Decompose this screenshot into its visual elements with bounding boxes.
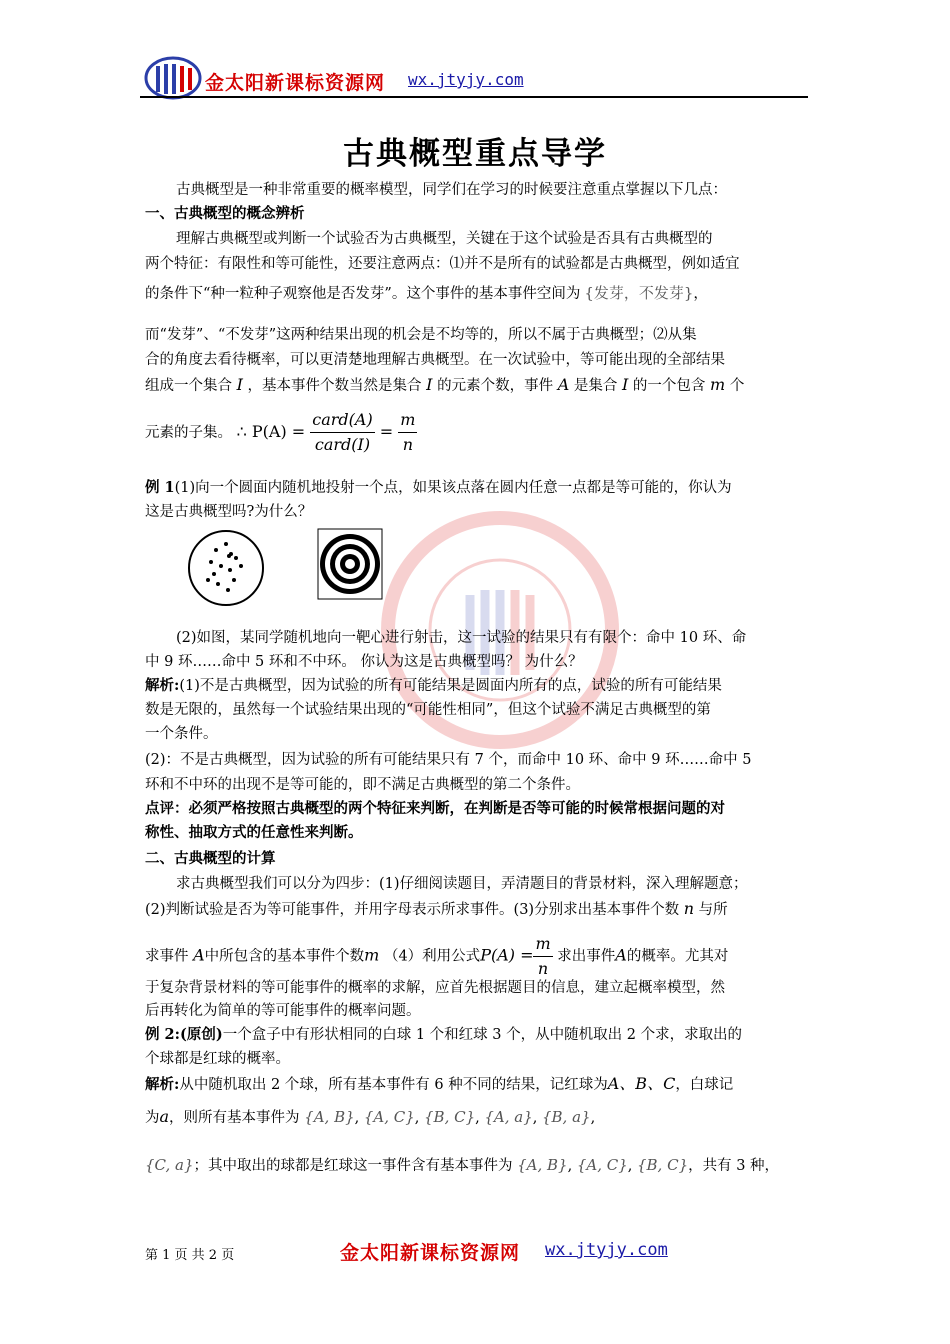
target-figure: [317, 528, 383, 600]
paragraph-line: 于复杂背景材料的等可能事件的概率的求解，应首先根据题目的信息，建立起概率模型，然: [145, 980, 725, 996]
footer-brand: 金太阳新课标资源网: [340, 1242, 521, 1264]
review-line: 称性、抽取方式的任意性来判断。: [145, 824, 363, 841]
page-number: 第 1 页 共 2 页: [145, 1248, 235, 1263]
page-title: 古典概型重点导学: [343, 136, 607, 172]
paragraph-line: 理解古典概型或判断一个试验否为古典概型，关键在于这个试验是否具有古典概型的: [176, 231, 713, 247]
example-1: 例 1(1)向一个圆面内随机地投射一个点，如果该点落在圆内任意一点都是等可能的，你认为: [145, 479, 732, 496]
paragraph-line: 个球都是红球的概率。: [145, 1051, 290, 1067]
paragraph-line: (2)如图，某同学随机地向一靶心进行射击，这一试验的结果只有有限个：命中 10 环、命: [176, 630, 747, 646]
answer-2: 解析:从中随机取出 2 个球，所有基本事件有 6 种不同的结果，记红球为A、B、C，白球记: [145, 1074, 734, 1093]
paragraph-line: {C, a}；其中取出的球都是红球这一事件含有基本事件为 {A, B}, {A, C}, {B, C}，共有 3 种，: [145, 1156, 780, 1174]
paragraph-line: 两个特征：有限性和等可能性，还要注意两点：⑴并不是所有的试验都是古典概型，例如适宜: [145, 256, 740, 272]
header-divider: [140, 96, 808, 98]
sample-space-set: {发芽，不发芽}: [584, 284, 694, 302]
paragraph-line: 一个条件。: [145, 726, 218, 742]
answer-1: 解析:(1)不是古典概型，因为试验的所有可能结果是圆面内所有的点，试验的所有可能结果: [145, 677, 722, 694]
paragraph-line: 求事件 A中所包含的基本事件个数m （4）利用公式P(A) = $\frac{m}{n}$ 求出事件A的概率。尤其对: [145, 934, 729, 978]
random-points-circle-figure: [186, 528, 266, 608]
intro-line: 古典概型是一种非常重要的概率模型，同学们在学习的时候要注意重点掌握以下几点：: [176, 182, 727, 198]
paragraph-line: 求古典概型我们可以分为四步：(1)仔细阅读题目，弄清题目的背景材料，深入理解题意；: [176, 876, 748, 892]
paragraph-line: (2)：不是古典概型，因为试验的所有可能结果只有 7 个，而命中 10 环、命中 9 环……命中 5: [145, 752, 752, 768]
paragraph-line: 后再转化为简单的等可能事件的概率问题。: [145, 1003, 421, 1019]
paragraph-line: 合的角度去看待概率，可以更清楚地理解古典概型。在一次试验中，等可能出现的全部结果: [145, 352, 725, 368]
section-heading-1: 一、古典概型的概念辨析: [145, 205, 305, 222]
paragraph-line: 为a，则所有基本事件为 {A, B}, {A, C}, {B, C}, {A, a}, {B, a},: [145, 1107, 596, 1126]
paragraph-line: 环和不中环的出现不是等可能的，即不满足古典概型的第二个条件。: [145, 777, 580, 793]
paragraph-line: 的条件下“种一粒种子观察他是否发芽”。这个事件的基本事件空间为 {发芽，不发芽}，: [145, 284, 708, 302]
section-heading-2: 二、古典概型的计算: [145, 850, 276, 867]
formula: ∴ P(A) = $\frac{\text{card(A)}}{\text{card(I)}}$ = $\frac{m}{n}$: [236, 410, 416, 454]
paragraph-line: 组成一个集合 I ，基本事件个数当然是集合 I 的元素个数，事件 A 是集合 I 的一个包含 m 个: [145, 375, 745, 394]
paragraph-line: 这是古典概型吗?为什么？: [145, 504, 313, 520]
logo-icon: [144, 56, 202, 100]
paragraph-line: 而“发芽”、“不发芽”这两种结果出现的机会是不均等的，所以不属于古典概型；⑵从集: [145, 327, 697, 343]
paragraph-line: (2)判断试验是否为等可能事件，并用字母表示所求事件。(3)分别求出基本事件个数 n 与所: [145, 899, 728, 918]
example-2: 例 2:(原创)一个盒子中有形状相同的白球 1 个和红球 3 个，从中随机取出 2 个求，求取出的: [145, 1026, 743, 1043]
footer-site-link[interactable]: wx.jtyjy.com: [545, 1240, 668, 1260]
header-site-link[interactable]: wx.jtyjy.com: [408, 70, 524, 89]
header-brand: 金太阳新课标资源网: [205, 72, 386, 94]
review-line: 点评：必须严格按照古典概型的两个特征来判断，在判断是否等可能的时候常根据问题的对: [145, 800, 725, 817]
paragraph-line: 数是无限的，虽然每一个试验结果出现的“可能性相同”，但这个试验不满足古典概型的第: [145, 702, 711, 718]
formula-line: 元素的子集。 ∴ P(A) = $\frac{\text{card(A)}}{\text{card(I)}}$ = $\frac{m}{n}$: [145, 410, 416, 454]
paragraph-line: 中 9 环……命中 5 环和不中环。 你认为这是古典概型吗？ 为什么？: [145, 654, 583, 670]
